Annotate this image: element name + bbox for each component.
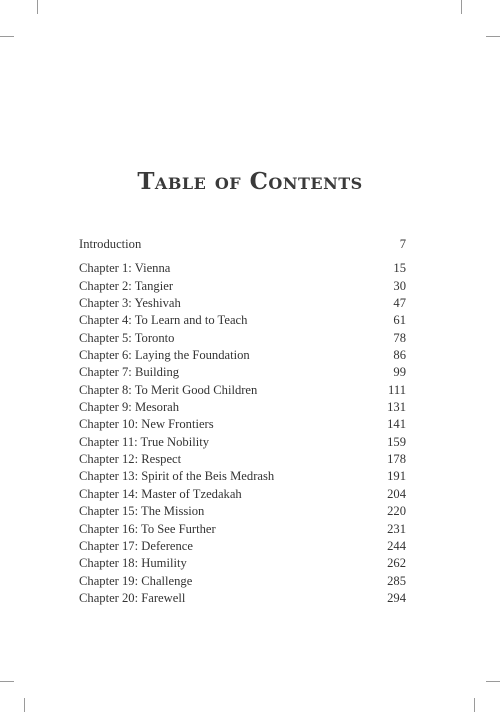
toc-entry-label: Chapter 4: To Learn and to Teach bbox=[79, 313, 248, 328]
toc-entry-page-number: 231 bbox=[387, 521, 406, 536]
toc-entry-label: Chapter 17: Deference bbox=[79, 538, 193, 553]
toc-entry bbox=[79, 312, 406, 329]
toc-entry-label: Introduction bbox=[79, 237, 142, 251]
toc-entry bbox=[79, 468, 406, 485]
toc-entry bbox=[79, 399, 406, 416]
toc-entry-page-number: 294 bbox=[387, 590, 406, 605]
toc-entry bbox=[79, 295, 406, 312]
toc-entry-page-number: 244 bbox=[387, 538, 406, 553]
toc-entry bbox=[79, 330, 406, 347]
toc-entry-label: Chapter 14: Master of Tzedakah bbox=[79, 486, 242, 501]
toc-entry-label: Chapter 11: True Nobility bbox=[79, 434, 210, 449]
toc-entry-page-number: 262 bbox=[387, 556, 406, 571]
toc-entry-page-number: 99 bbox=[393, 365, 406, 380]
toc-entry-page-number: 178 bbox=[387, 452, 406, 467]
toc-entry bbox=[79, 236, 406, 253]
crop-mark-top-right-h bbox=[486, 36, 500, 37]
toc-entry-label: Chapter 3: Yeshivah bbox=[79, 296, 181, 311]
toc-entry-label: Chapter 12: Respect bbox=[79, 452, 182, 467]
toc-entry-label: Chapter 9: Mesorah bbox=[79, 400, 180, 415]
toc-entry-page-number: 159 bbox=[387, 434, 406, 449]
crop-mark-bottom-right bbox=[474, 698, 475, 712]
toc-entry bbox=[79, 521, 406, 538]
crop-mark-top-right bbox=[461, 0, 462, 14]
toc-entry-page-number: 7 bbox=[399, 237, 406, 251]
toc-entry-page-number: 30 bbox=[393, 278, 406, 293]
toc-entry bbox=[79, 538, 406, 555]
crop-mark-top-left bbox=[37, 0, 38, 14]
toc-entry-label: Chapter 20: Farewell bbox=[79, 590, 186, 605]
toc-entry bbox=[79, 382, 406, 399]
toc-entry bbox=[79, 503, 406, 520]
toc-entry-label: Chapter 19: Challenge bbox=[79, 573, 193, 588]
toc-entry-label: Chapter 8: To Merit Good Children bbox=[79, 382, 258, 397]
toc-entry bbox=[79, 486, 406, 503]
toc-entry-page-number: 86 bbox=[393, 348, 406, 363]
toc-entry-page-number: 47 bbox=[393, 296, 406, 311]
toc-entry-page-number: 15 bbox=[393, 261, 406, 276]
toc-entry bbox=[79, 451, 406, 468]
toc-entry bbox=[79, 260, 406, 277]
toc-entry bbox=[79, 434, 406, 451]
toc-entry-label: Chapter 16: To See Further bbox=[79, 521, 216, 536]
page-title: Table of Contents bbox=[137, 168, 363, 195]
toc-entry-label: Chapter 1: Vienna bbox=[79, 261, 171, 276]
toc-entry-page-number: 141 bbox=[387, 417, 406, 432]
crop-mark-top-left-h bbox=[0, 36, 14, 37]
table-of-contents bbox=[79, 236, 406, 607]
toc-entry-label: Chapter 15: The Mission bbox=[79, 504, 205, 519]
toc-entry bbox=[79, 573, 406, 590]
toc-entry-page-number: 61 bbox=[393, 313, 406, 328]
toc-entry bbox=[79, 555, 406, 572]
toc-entry-page-number: 285 bbox=[387, 573, 406, 588]
toc-entry-label: Chapter 10: New Frontiers bbox=[79, 417, 214, 432]
toc-entry-page-number: 191 bbox=[387, 469, 406, 484]
toc-entry-page-number: 111 bbox=[388, 382, 406, 397]
toc-entry-page-number: 131 bbox=[387, 400, 406, 415]
toc-entry-page-number: 204 bbox=[387, 486, 406, 501]
toc-entry bbox=[79, 416, 406, 433]
toc-entry bbox=[79, 590, 406, 607]
toc-entry-label: Chapter 5: Toronto bbox=[79, 330, 175, 345]
toc-entry bbox=[79, 364, 406, 381]
toc-entry-label: Chapter 13: Spirit of the Beis Medrash bbox=[79, 469, 275, 484]
toc-entry-page-number: 220 bbox=[387, 504, 406, 519]
toc-entry bbox=[79, 347, 406, 364]
toc-entry-label: Chapter 6: Laying the Foundation bbox=[79, 348, 250, 363]
toc-entry-label: Chapter 7: Building bbox=[79, 365, 180, 380]
crop-mark-bottom-left-h bbox=[0, 681, 14, 682]
toc-entry bbox=[79, 278, 406, 295]
crop-mark-bottom-right-h bbox=[486, 681, 500, 682]
toc-entry-label: Chapter 18: Humility bbox=[79, 556, 187, 571]
toc-entry-page-number: 78 bbox=[393, 330, 406, 345]
crop-mark-bottom-left bbox=[24, 698, 25, 712]
toc-entry-label: Chapter 2: Tangier bbox=[79, 278, 174, 293]
